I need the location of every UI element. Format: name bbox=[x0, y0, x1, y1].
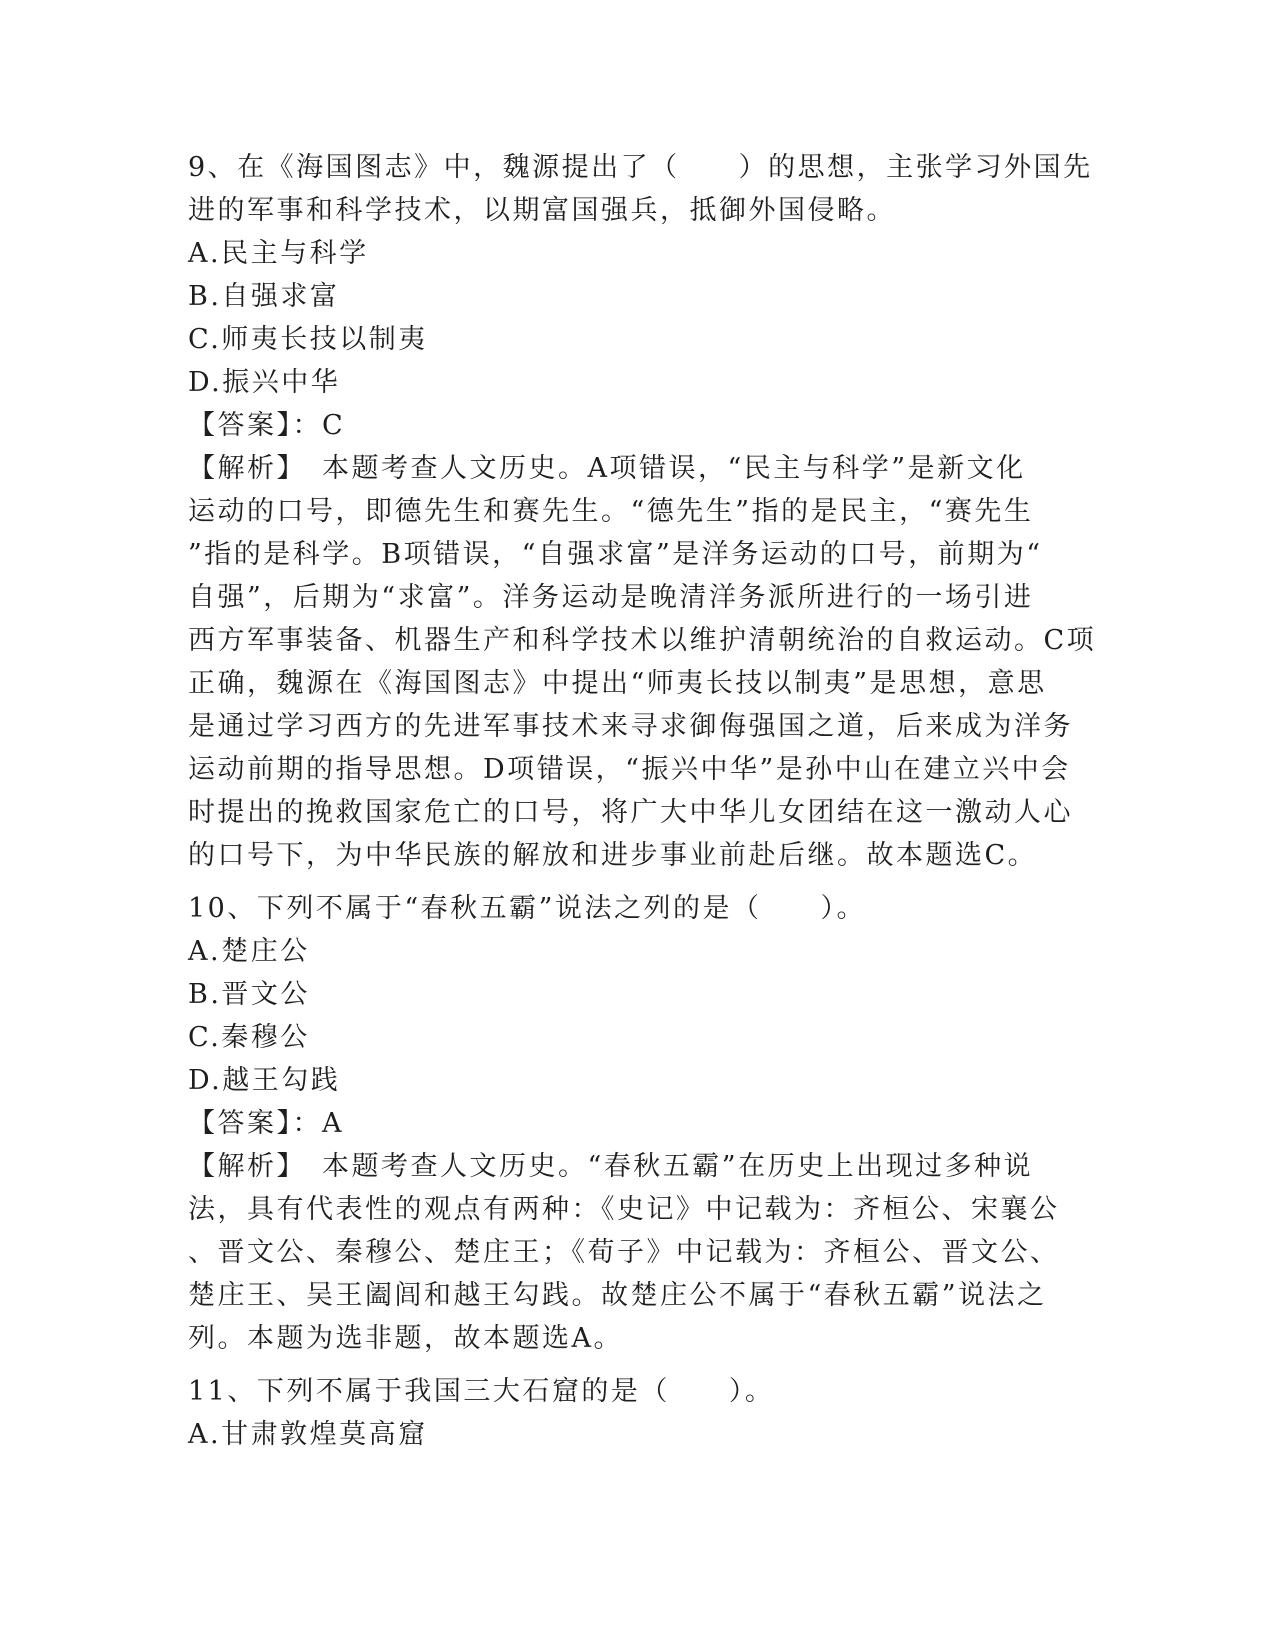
question-11 bbox=[188, 1370, 1088, 1456]
answer-line: 【答案】：A bbox=[188, 1108, 344, 1139]
analysis-line: 运动前期的指导思想。D项错误，“振兴中华”是孙中山在建立兴中会 bbox=[188, 754, 1071, 785]
option-d: D.振兴中华 bbox=[188, 367, 341, 398]
question-stem-line: 9、在《海国图志》中，魏源提出了（ ）的思想，主张学习外国先 bbox=[188, 152, 1093, 183]
question-stem-line: 10、下列不属于“春秋五霸”说法之列的是（ ）。 bbox=[188, 893, 866, 924]
question-spacer bbox=[188, 1360, 1088, 1370]
analysis-line: 【解析】 本题考查人文历史。“春秋五霸”在历史上出现过多种说 bbox=[188, 1151, 1034, 1182]
option-c: C.秦穆公 bbox=[188, 1022, 310, 1053]
option-c: C.师夷长技以制夷 bbox=[188, 324, 428, 355]
option-b: B.自强求富 bbox=[188, 281, 340, 312]
analysis-line: 正确，魏源在《海国图志》中提出“师夷长技以制夷”是思想，意思 bbox=[188, 668, 1047, 699]
option-a: A.甘肃敦煌莫高窟 bbox=[188, 1419, 428, 1450]
option-d: D.越王勾践 bbox=[188, 1065, 341, 1096]
document-page bbox=[188, 146, 1097, 1456]
question-stem-line: 11、下列不属于我国三大石窟的是（ ）。 bbox=[188, 1376, 775, 1407]
question-9 bbox=[188, 146, 1097, 877]
question-spacer bbox=[188, 877, 1088, 887]
question-10 bbox=[188, 887, 1088, 1360]
analysis-line: ”指的是科学。B项错误，“自强求富”是洋务运动的口号，前期为“ bbox=[188, 539, 1043, 570]
analysis-line: 列。本题为选非题，故本题选A。 bbox=[188, 1323, 623, 1354]
analysis-line: 、晋文公、秦穆公、楚庄王；《荀子》中记载为：齐桓公、晋文公、 bbox=[188, 1237, 1060, 1268]
analysis-line: 西方军事装备、机器生产和科学技术以维护清朝统治的自救运动。C项 bbox=[188, 625, 1097, 656]
analysis-line: 运动的口号，即德先生和赛先生。“德先生”指的是民主，“赛先生 bbox=[188, 496, 1034, 527]
analysis-line: 楚庄王、吴王阖闾和越王勾践。故楚庄公不属于“春秋五霸”说法之 bbox=[188, 1280, 1047, 1311]
analysis-line: 自强”，后期为“求富”。洋务运动是晚清洋务派所进行的一场引进 bbox=[188, 582, 1034, 613]
analysis-line: 时提出的挽救国家危亡的口号，将广大中华儿女团结在这一激动人心 bbox=[188, 797, 1073, 828]
question-stem-line: 进的军事和科学技术，以期富国强兵，抵御外国侵略。 bbox=[188, 195, 896, 226]
analysis-line: 的口号下，为中华民族的解放和进步事业前赴后继。故本题选C。 bbox=[188, 840, 1038, 871]
analysis-line: 是通过学习西方的先进军事技术来寻求御侮强国之道，后来成为洋务 bbox=[188, 711, 1073, 742]
analysis-line: 【解析】 本题考查人文历史。A项错误，“民主与科学”是新文化 bbox=[188, 453, 1026, 484]
option-b: B.晋文公 bbox=[188, 979, 310, 1010]
analysis-line: 法，具有代表性的观点有两种：《史记》中记载为：齐桓公、宋襄公 bbox=[188, 1194, 1060, 1225]
answer-line: 【答案】：C bbox=[188, 410, 346, 441]
option-a: A.民主与科学 bbox=[188, 238, 369, 269]
option-a: A.楚庄公 bbox=[188, 936, 310, 967]
